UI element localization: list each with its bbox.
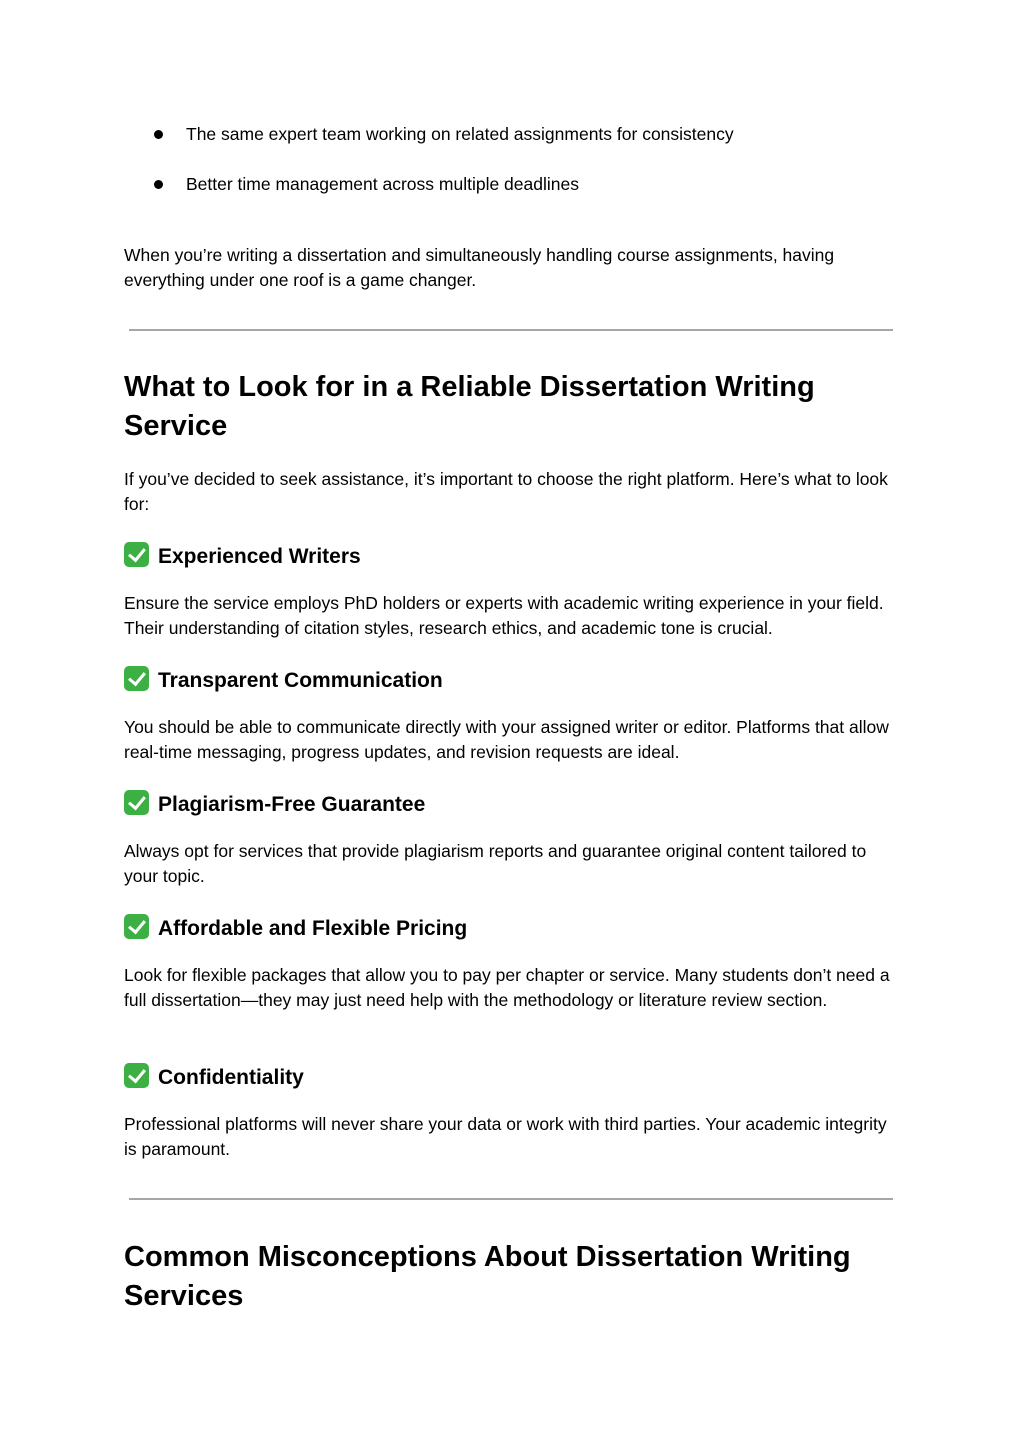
section-divider (129, 329, 893, 331)
section-intro-paragraph: If you’ve decided to seek assistance, it’s important to choose the right platform. Here’s what to look for: (124, 469, 888, 514)
subheading-label: Affordable and Flexible Pricing (158, 917, 468, 940)
list-item-text: The same expert team working on related assignments for consistency (186, 124, 734, 144)
subheading-transparent-communication (124, 666, 900, 695)
check-mark-button-icon (124, 542, 149, 567)
bullet-icon (154, 180, 163, 189)
check-mark-button-icon (124, 790, 149, 815)
check-mark-button-icon (124, 666, 149, 691)
list-item-text: Better time management across multiple deadlines (186, 174, 579, 194)
check-mark-button-icon (124, 1063, 149, 1088)
subheading-label: Transparent Communication (158, 669, 443, 692)
plagiarism-free-paragraph: Always opt for services that provide plagiarism reports and guarantee original content tailored to your topic. (124, 841, 867, 886)
section-heading-misconceptions: Common Misconceptions About Dissertation Writing Services (124, 1241, 851, 1312)
subheading-plagiarism-free (124, 790, 900, 819)
section-heading-reliable-service: What to Look for in a Reliable Dissertation Writing Service (124, 371, 815, 442)
check-mark-button-icon (124, 914, 149, 939)
subheading-pricing (124, 914, 900, 943)
bullet-icon (154, 130, 163, 139)
confidentiality-paragraph: Professional platforms will never share your data or work with third parties. Your academic integrity is paramount. (124, 1114, 887, 1159)
subheading-label: Plagiarism-Free Guarantee (158, 793, 426, 816)
transparent-communication-paragraph: You should be able to communicate directly with your assigned writer or editor. Platforms that allow real-time messaging, progress updates, and revision requests are ideal. (124, 717, 889, 762)
subheading-experienced-writers (124, 542, 900, 571)
subheading-label: Experienced Writers (158, 545, 361, 568)
pricing-paragraph: Look for flexible packages that allow you to pay per chapter or service. Many students don’t need a full dissertation—they may just need help with the methodology or literature review section. (124, 965, 890, 1010)
list-item (124, 121, 900, 147)
subheading-label: Confidentiality (158, 1066, 304, 1089)
section-divider (129, 1198, 893, 1200)
bullet-list (124, 121, 900, 221)
experienced-writers-paragraph: Ensure the service employs PhD holders or experts with academic writing experience in your field. Their understanding of citation styles, research ethics, and academic tone is crucial. (124, 593, 884, 638)
intro-paragraph: When you’re writing a dissertation and simultaneously handling course assignments, having everything under one roof is a game changer. (124, 245, 835, 290)
subheading-confidentiality (124, 1063, 900, 1092)
list-item (124, 171, 900, 197)
